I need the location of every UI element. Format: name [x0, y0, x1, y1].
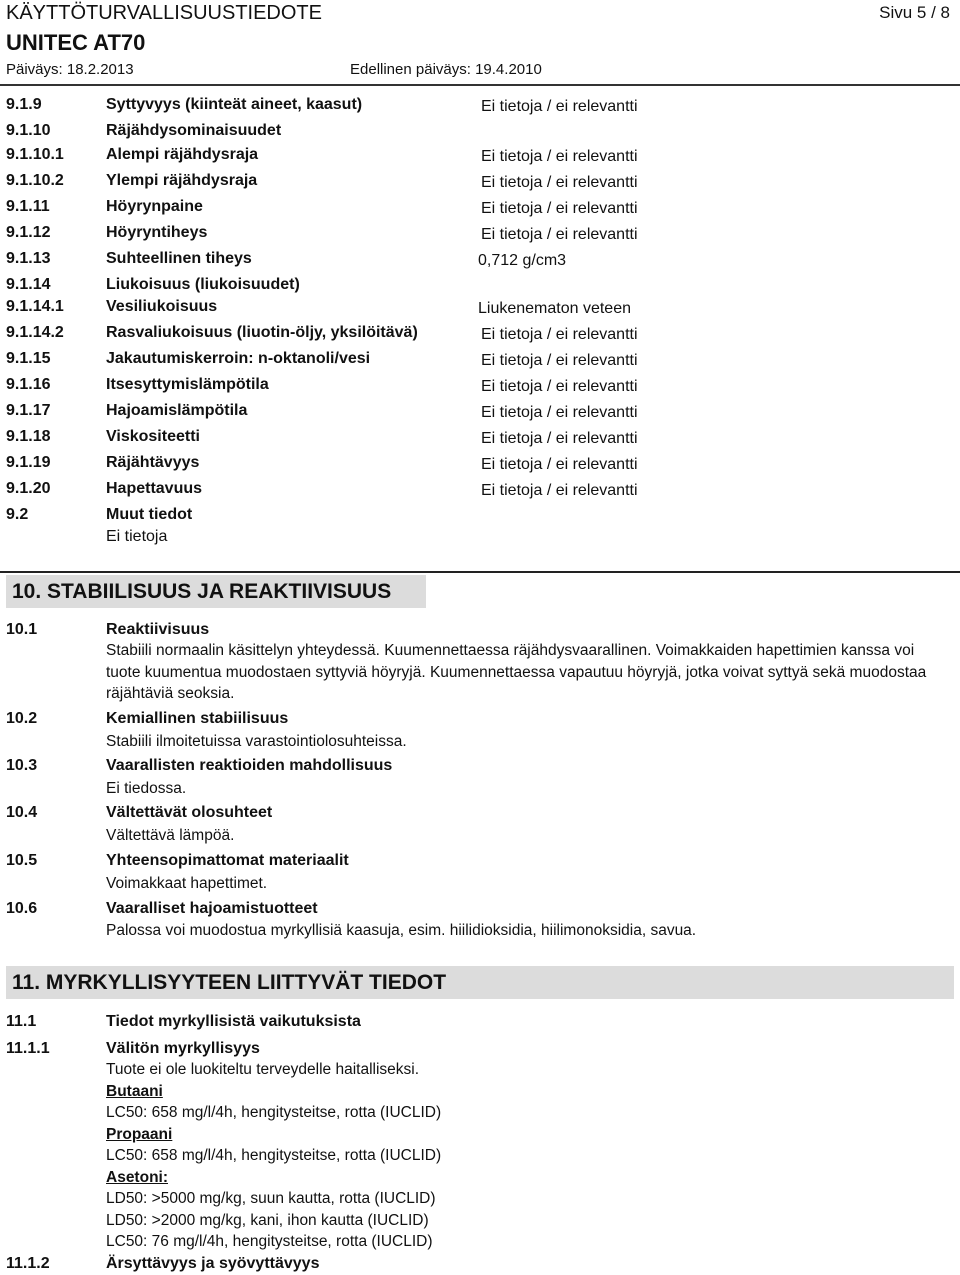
- subsection-label: Ärsyttävyys ja syövyttävyys: [106, 1255, 320, 1272]
- property-row: [6, 350, 956, 376]
- property-value: Liukenematon veteen: [478, 300, 631, 317]
- property-row: [6, 172, 956, 198]
- property-number: 9.1.17: [6, 402, 51, 419]
- property-value: Ei tietoja / ei relevantti: [481, 98, 638, 115]
- property-number: 9.1.10.1: [6, 146, 64, 163]
- property-number: 9.1.14.2: [6, 324, 64, 341]
- property-row: [6, 250, 956, 276]
- toxicity-value: LD50: >5000 mg/kg, suun kautta, rotta (IUCLID): [106, 1190, 436, 1207]
- property-number: 9.1.9: [6, 96, 42, 113]
- subsection-text: Vältettävä lämpöä.: [106, 827, 235, 844]
- property-row: [6, 96, 956, 122]
- property-label: Höyrynpaine: [106, 198, 203, 215]
- subsection-number: 10.5: [6, 852, 38, 869]
- property-label: Syttyvyys (kiinteät aineet, kaasut): [106, 96, 363, 113]
- property-label: Höyryntiheys: [106, 224, 208, 241]
- subsection-text: Palossa voi muodostua myrkyllisiä kaasuja, esim. hiilidioksidia, hiilimonoksidia, savua.: [106, 922, 697, 939]
- subsection-label: Kemiallinen stabiilisuus: [106, 710, 289, 727]
- previous-date: Edellinen päiväys: 19.4.2010: [350, 61, 542, 78]
- subsection-number: 11.1.1: [6, 1040, 50, 1057]
- property-label: Vesiliukoisuus: [106, 298, 218, 315]
- subsection-number: 10.4: [6, 804, 38, 821]
- property-label: Suhteellinen tiheys: [106, 250, 252, 267]
- property-number: 9.1.11: [6, 198, 50, 215]
- property-number: 9.1.16: [6, 376, 51, 393]
- property-row: [6, 198, 956, 224]
- property-row: [6, 428, 956, 454]
- property-value: Ei tietoja / ei relevantti: [481, 378, 638, 395]
- product-name: UNITEC AT70: [6, 30, 146, 55]
- property-label: Jakautumiskerroin: n-oktanoli/vesi: [106, 350, 371, 367]
- section-10-heading: 10. STABIILISUUS JA REAKTIIVISUUS: [6, 575, 426, 608]
- property-value: 0,712 g/cm3: [478, 252, 567, 269]
- property-row: [6, 298, 956, 324]
- property-number: 9.1.10.2: [6, 172, 64, 189]
- property-number: 9.1.10: [6, 122, 51, 139]
- property-number: 9.1.14: [6, 276, 51, 293]
- page-number: Sivu 5 / 8: [879, 3, 950, 22]
- subsection-number: 11.1.2: [6, 1255, 50, 1272]
- property-value: Ei tietoja / ei relevantti: [481, 430, 638, 447]
- subsection-label: Reaktiivisuus: [106, 621, 210, 638]
- property-value: Ei tietoja / ei relevantti: [481, 148, 638, 165]
- subsection-label: Tiedot myrkyllisistä vaikutuksista: [106, 1013, 361, 1030]
- property-number: 9.1.12: [6, 224, 51, 241]
- subsection-number: 10.6: [6, 900, 38, 917]
- substance-name: Propaani: [106, 1125, 173, 1143]
- subsection-number: 10.1: [6, 621, 38, 638]
- property-value: Ei tietoja / ei relevantti: [481, 482, 638, 499]
- subsection-label: Vaarallisten reaktioiden mahdollisuus: [106, 757, 393, 774]
- property-row: [6, 454, 956, 480]
- property-value: Ei tietoja / ei relevantti: [481, 226, 638, 243]
- property-label: Räjähdysominaisuudet: [106, 122, 282, 139]
- subsection-label: Vältettävät olosuhteet: [106, 804, 273, 821]
- property-label: Muut tiedot: [106, 506, 193, 523]
- property-number: 9.1.14.1: [6, 298, 64, 315]
- property-label: Alempi räjähdysraja: [106, 146, 259, 163]
- section-divider: [0, 571, 960, 573]
- property-number: 9.1.19: [6, 454, 51, 471]
- substance-name: Butaani: [106, 1082, 163, 1100]
- subsection-text: Stabiili normaalin käsittelyn yhteydessä. Kuumennettaessa räjähdysvaarallinen. Voimakkaiden hapettimien kanssa voi tuote kuumentua muodostaen syttyviä höyryjä. Kuumennettaessa vapautuu höyryjä, jotka voivat syttyä sekä muodostaa räjähtäviä seoksia.: [106, 642, 927, 702]
- subsection-text: Stabiili ilmoitetuissa varastointiolosuhteissa.: [106, 733, 407, 750]
- subsection-text: Voimakkaat hapettimet.: [106, 875, 268, 892]
- property-number: 9.2: [6, 506, 29, 523]
- subsection-label: Välitön myrkyllisyys: [106, 1040, 260, 1057]
- property-label: Ylempi räjähdysraja: [106, 172, 258, 189]
- toxicity-value: LD50: >2000 mg/kg, kani, ihon kautta (IUCLID): [106, 1211, 429, 1229]
- substance-name: Asetoni:: [106, 1168, 168, 1186]
- toxicity-details: [106, 1059, 951, 1253]
- property-value: Ei tietoja / ei relevantti: [481, 174, 638, 191]
- toxicity-value: LC50: 658 mg/l/4h, hengitysteitse, rotta (IUCLID): [106, 1104, 442, 1121]
- property-label: Rasvaliukoisuus (liuotin-öljy, yksilöitävä): [106, 324, 418, 341]
- property-label: Itsesyttymislämpötila: [106, 376, 269, 393]
- property-row: [6, 376, 956, 402]
- header-divider: [0, 84, 960, 86]
- property-number: 9.1.18: [6, 428, 51, 445]
- property-value: Ei tietoja / ei relevantti: [481, 404, 638, 421]
- document-title: KÄYTTÖTURVALLISUUSTIEDOTE: [6, 2, 322, 24]
- property-row: [6, 122, 956, 148]
- property-row: [6, 146, 956, 172]
- property-number: 9.1.20: [6, 480, 51, 497]
- property-value: Ei tietoja / ei relevantti: [481, 456, 638, 473]
- property-value: Ei tietoja / ei relevantti: [481, 352, 638, 369]
- subsection-number: 10.3: [6, 757, 38, 774]
- toxicity-value: LC50: 76 mg/l/4h, hengitysteitse, rotta (IUCLID): [106, 1233, 433, 1250]
- property-label: Räjähtävyys: [106, 454, 200, 471]
- property-number: 9.1.13: [6, 250, 51, 267]
- toxicity-intro: Tuote ei ole luokiteltu terveydelle haitalliseksi.: [106, 1061, 420, 1078]
- property-row: [6, 480, 956, 506]
- property-row: [6, 324, 956, 350]
- property-value: Ei tietoja / ei relevantti: [481, 200, 638, 217]
- property-label: Hapettavuus: [106, 480, 203, 497]
- property-value: Ei tietoja / ei relevantti: [481, 326, 638, 343]
- property-label: Liukoisuus (liukoisuudet): [106, 276, 300, 293]
- other-info-note: Ei tietoja: [106, 528, 168, 545]
- toxicity-value: LC50: 658 mg/l/4h, hengitysteitse, rotta (IUCLID): [106, 1147, 442, 1164]
- property-row: [6, 402, 956, 428]
- issue-date: Päiväys: 18.2.2013: [6, 61, 134, 78]
- subsection-label: Yhteensopimattomat materiaalit: [106, 852, 349, 869]
- subsection-number: 11.1: [6, 1013, 37, 1030]
- property-label: Hajoamislämpötila: [106, 402, 248, 419]
- subsection-number: 10.2: [6, 710, 38, 727]
- property-row: [6, 224, 956, 250]
- property-label: Viskositeetti: [106, 428, 200, 445]
- subsection-text: Ei tiedossa.: [106, 780, 187, 797]
- subsection-label: Vaaralliset hajoamistuotteet: [106, 900, 318, 917]
- section-11-heading: 11. MYRKYLLISYYTEEN LIITTYVÄT TIEDOT: [6, 966, 954, 999]
- property-number: 9.1.15: [6, 350, 51, 367]
